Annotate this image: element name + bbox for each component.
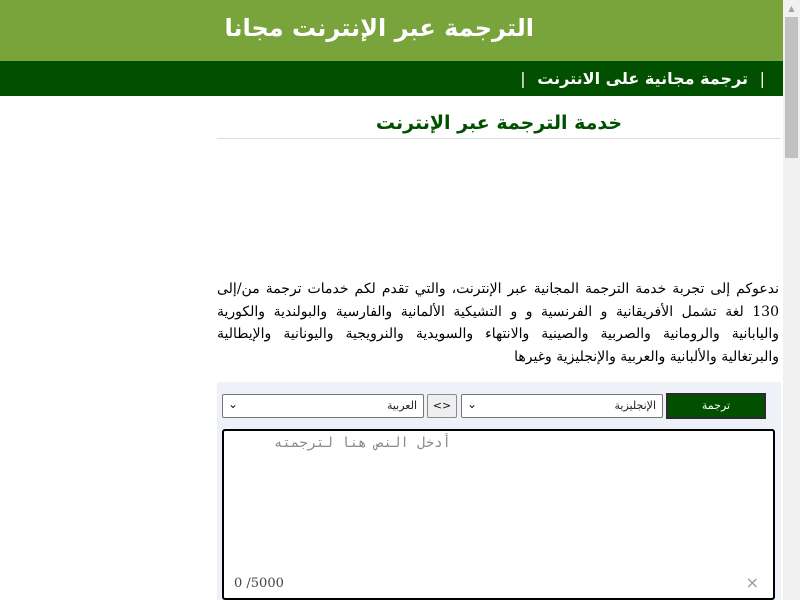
sub-navigation [0,61,783,96]
source-language-value: العربية [386,399,417,412]
subnav-inner [514,69,771,88]
target-language-select[interactable] [461,394,663,418]
source-language-select[interactable] [222,394,424,418]
subnav-separator: | [520,69,526,88]
vertical-scrollbar[interactable] [783,0,800,600]
subnav-separator: | [759,69,765,88]
character-counter: 0 /5000 [234,576,284,591]
swap-languages-button[interactable]: <> [427,394,457,418]
input-placeholder: أدخل النص هنا لترجمته [273,435,451,451]
arrow-up-icon[interactable]: ▲ [788,4,795,13]
site-title: الترجمة عبر الإنترنت مجانا [224,14,534,42]
intro-paragraph: ندعوكم إلى تجربة خدمة الترجمة المجانية عبر الإنترنت، والتي تقدم لكم خدمات ترجمة من/إلى 130 لغة تشمل الأفريقانية و الفرنسية و و التشيكية الألمانية والفارسية والبولندية والكورية واليابانية والرومانية والصربية والصينية والانتهاء والسويدية والنرويجية واليونانية والإيطالية والبرتغالية والألبانية والعربية والإنجليزية وغيرها [217,281,779,365]
close-icon[interactable]: × [745,573,759,592]
target-language-value: الإنجليزية [614,399,656,412]
title-divider [217,138,781,139]
section-title: خدمة الترجمة عبر الإنترنت [375,112,623,134]
subnav-link-free-translation[interactable]: ترجمة مجانية على الانترنت [537,69,749,88]
chevron-down-icon: ⌄ [467,397,478,411]
site-header [0,0,783,61]
chevron-down-icon: ⌄ [228,397,239,411]
source-text-input[interactable] [222,429,775,600]
translate-button[interactable]: ترجمة [666,393,766,419]
scrollbar-thumb[interactable] [785,17,798,158]
translator-panel [217,382,781,600]
